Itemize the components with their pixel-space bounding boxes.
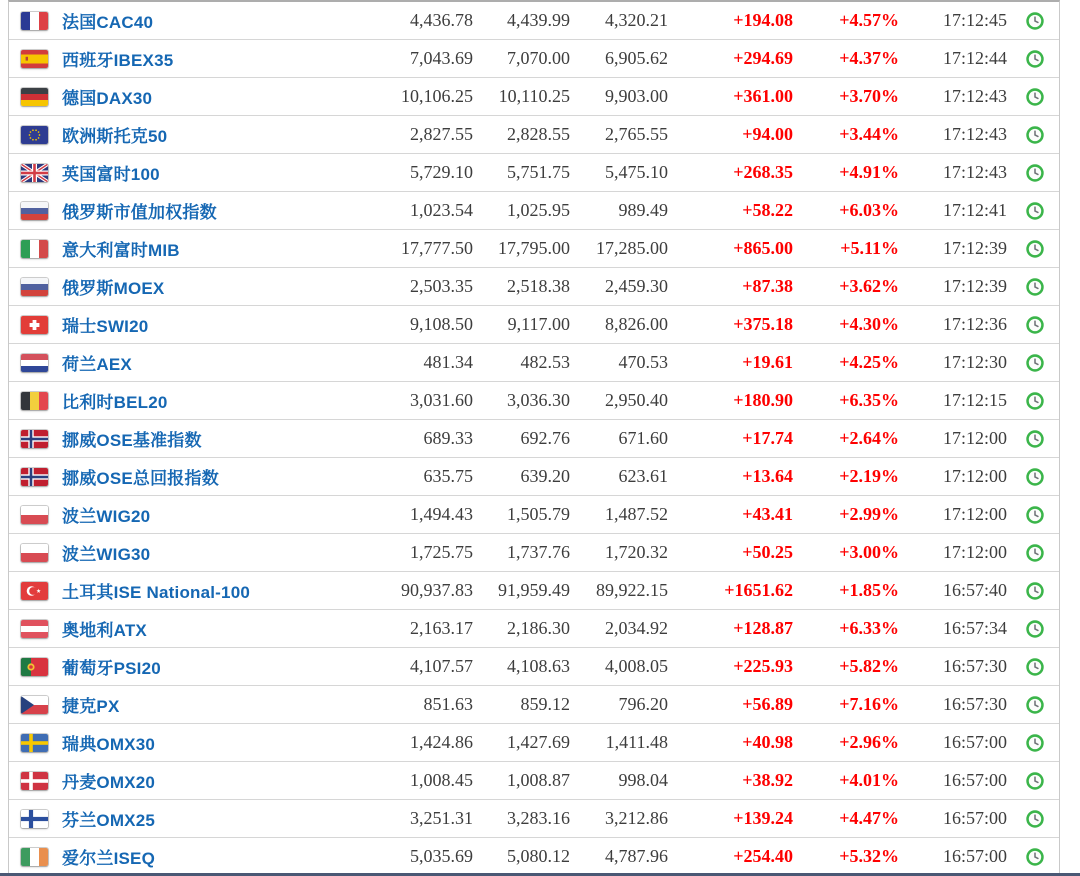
index-name-link[interactable]: 奥地利ATX xyxy=(62,621,147,640)
change-value: +268.35 xyxy=(733,162,793,182)
last-price: 4,107.57 xyxy=(410,656,473,676)
index-cell xyxy=(9,730,373,755)
low-price: 4,320.21 xyxy=(605,10,668,30)
netherlands-flag-icon xyxy=(21,354,48,372)
high-price: 2,828.55 xyxy=(507,124,570,144)
index-row[interactable] xyxy=(9,724,1059,762)
update-time: 16:57:00 xyxy=(942,808,1007,828)
status-cell xyxy=(1011,771,1059,791)
low-price: 6,905.62 xyxy=(605,48,668,68)
change-value: +19.61 xyxy=(742,352,793,372)
change-value: +361.00 xyxy=(733,86,793,106)
high-price: 639.20 xyxy=(520,466,570,486)
change-value: +58.22 xyxy=(742,200,793,220)
low-price: 470.53 xyxy=(618,352,668,372)
high-price: 482.53 xyxy=(520,352,570,372)
index-row[interactable] xyxy=(9,382,1059,420)
update-time: 17:12:30 xyxy=(942,352,1007,372)
index-row[interactable] xyxy=(9,648,1059,686)
index-cell xyxy=(9,236,373,261)
change-percent: +6.33% xyxy=(839,618,899,638)
change-value: +128.87 xyxy=(733,618,793,638)
change-percent: +4.37% xyxy=(839,48,899,68)
low-price: 796.20 xyxy=(618,694,668,714)
update-time: 16:57:30 xyxy=(942,656,1007,676)
last-price: 1,008.45 xyxy=(410,770,473,790)
last-price: 10,106.25 xyxy=(401,86,473,106)
index-name-link[interactable]: 芬兰OMX25 xyxy=(62,811,156,830)
index-name-link[interactable]: 欧洲斯托克50 xyxy=(62,127,168,146)
change-value: +375.18 xyxy=(733,314,793,334)
status-cell xyxy=(1011,657,1059,677)
delayed-clock-icon xyxy=(1025,657,1045,677)
delayed-clock-icon xyxy=(1025,809,1045,829)
index-row[interactable] xyxy=(9,420,1059,458)
index-cell xyxy=(9,8,373,33)
high-price: 9,117.00 xyxy=(507,314,570,334)
last-price: 3,031.60 xyxy=(410,390,473,410)
index-cell xyxy=(9,426,373,451)
update-time: 17:12:00 xyxy=(942,542,1007,562)
belgium-flag-icon xyxy=(21,392,48,410)
update-time: 17:12:36 xyxy=(942,314,1007,334)
delayed-clock-icon xyxy=(1025,49,1045,69)
change-percent: +5.32% xyxy=(839,846,899,866)
france-flag-icon xyxy=(21,12,48,30)
change-value: +180.90 xyxy=(733,390,793,410)
index-row[interactable] xyxy=(9,230,1059,268)
update-time: 17:12:43 xyxy=(942,86,1007,106)
index-row[interactable] xyxy=(9,496,1059,534)
high-price: 4,439.99 xyxy=(507,10,570,30)
last-price: 1,424.86 xyxy=(410,732,473,752)
high-price: 3,283.16 xyxy=(507,808,570,828)
index-row[interactable] xyxy=(9,344,1059,382)
status-cell xyxy=(1011,847,1059,867)
status-cell xyxy=(1011,11,1059,31)
low-price: 89,922.15 xyxy=(596,580,668,600)
index-name-link[interactable]: 波兰WIG30 xyxy=(62,545,151,564)
change-percent: +5.11% xyxy=(840,238,899,258)
high-price: 1,008.87 xyxy=(507,770,570,790)
last-price: 5,729.10 xyxy=(410,162,473,182)
index-name-link[interactable]: 捷克PX xyxy=(62,697,120,716)
change-value: +13.64 xyxy=(742,466,793,486)
change-value: +254.40 xyxy=(733,846,793,866)
change-value: +294.69 xyxy=(733,48,793,68)
index-cell xyxy=(9,768,373,793)
eu-flag-icon xyxy=(21,126,48,144)
status-cell xyxy=(1011,467,1059,487)
russia-flag-icon xyxy=(21,202,48,220)
update-time: 16:57:00 xyxy=(942,732,1007,752)
index-row[interactable] xyxy=(9,800,1059,838)
delayed-clock-icon xyxy=(1025,771,1045,791)
update-time: 17:12:43 xyxy=(942,162,1007,182)
high-price: 1,025.95 xyxy=(507,200,570,220)
status-cell xyxy=(1011,163,1059,183)
high-price: 3,036.30 xyxy=(507,390,570,410)
status-cell xyxy=(1011,809,1059,829)
index-row[interactable] xyxy=(9,40,1059,78)
change-value: +1651.62 xyxy=(724,580,793,600)
high-price: 2,186.30 xyxy=(507,618,570,638)
index-row[interactable] xyxy=(9,458,1059,496)
change-percent: +2.96% xyxy=(839,732,899,752)
index-cell xyxy=(9,692,373,717)
status-cell xyxy=(1011,315,1059,335)
high-price: 4,108.63 xyxy=(507,656,570,676)
delayed-clock-icon xyxy=(1025,733,1045,753)
change-percent: +2.99% xyxy=(839,504,899,524)
change-percent: +4.25% xyxy=(839,352,899,372)
change-percent: +3.44% xyxy=(839,124,899,144)
low-price: 2,034.92 xyxy=(605,618,668,638)
update-time: 17:12:39 xyxy=(942,238,1007,258)
delayed-clock-icon xyxy=(1025,505,1045,525)
delayed-clock-icon xyxy=(1025,847,1045,867)
index-row[interactable] xyxy=(9,762,1059,800)
high-price: 692.76 xyxy=(520,428,570,448)
high-price: 10,110.25 xyxy=(498,86,570,106)
high-price: 1,737.76 xyxy=(507,542,570,562)
index-row[interactable] xyxy=(9,610,1059,648)
index-row[interactable] xyxy=(9,534,1059,572)
change-value: +38.92 xyxy=(742,770,793,790)
index-name-link[interactable]: 土耳其ISE National-100 xyxy=(62,583,251,602)
last-price: 1,494.43 xyxy=(410,504,473,524)
indices-quote-table xyxy=(8,0,1060,876)
status-cell xyxy=(1011,353,1059,373)
delayed-clock-icon xyxy=(1025,163,1045,183)
change-value: +194.08 xyxy=(733,10,793,30)
last-price: 635.75 xyxy=(423,466,473,486)
last-price: 9,108.50 xyxy=(410,314,473,334)
index-cell xyxy=(9,198,373,223)
index-name-link[interactable]: 爱尔兰ISEQ xyxy=(62,849,156,868)
last-price: 17,777.50 xyxy=(401,238,473,258)
index-name-link[interactable]: 瑞士SWI20 xyxy=(62,317,149,336)
last-price: 2,503.35 xyxy=(410,276,473,296)
change-value: +139.24 xyxy=(733,808,793,828)
low-price: 4,008.05 xyxy=(605,656,668,676)
index-cell xyxy=(9,122,373,147)
low-price: 1,487.52 xyxy=(605,504,668,524)
low-price: 8,826.00 xyxy=(605,314,668,334)
high-price: 1,427.69 xyxy=(507,732,570,752)
index-row[interactable] xyxy=(9,116,1059,154)
index-cell xyxy=(9,502,373,527)
change-percent: +3.70% xyxy=(839,86,899,106)
low-price: 2,765.55 xyxy=(605,124,668,144)
index-cell xyxy=(9,654,373,679)
change-value: +17.74 xyxy=(742,428,793,448)
status-cell xyxy=(1011,391,1059,411)
change-value: +56.89 xyxy=(742,694,793,714)
delayed-clock-icon xyxy=(1025,277,1045,297)
change-percent: +6.03% xyxy=(839,200,899,220)
change-percent: +6.35% xyxy=(839,390,899,410)
update-time: 16:57:00 xyxy=(942,846,1007,866)
update-time: 17:12:00 xyxy=(942,466,1007,486)
change-percent: +2.64% xyxy=(839,428,899,448)
delayed-clock-icon xyxy=(1025,619,1045,639)
delayed-clock-icon xyxy=(1025,87,1045,107)
update-time: 17:12:43 xyxy=(942,124,1007,144)
change-percent: +4.91% xyxy=(839,162,899,182)
update-time: 16:57:40 xyxy=(942,580,1007,600)
index-cell xyxy=(9,84,373,109)
index-row[interactable] xyxy=(9,192,1059,230)
update-time: 17:12:44 xyxy=(942,48,1007,68)
status-cell xyxy=(1011,429,1059,449)
index-cell xyxy=(9,274,373,299)
high-price: 7,070.00 xyxy=(507,48,570,68)
switzerland-flag-icon xyxy=(21,316,48,334)
index-row[interactable] xyxy=(9,686,1059,724)
index-row[interactable] xyxy=(9,78,1059,116)
update-time: 17:12:00 xyxy=(942,428,1007,448)
last-price: 689.33 xyxy=(423,428,473,448)
high-price: 17,795.00 xyxy=(498,238,570,258)
norway-flag-icon xyxy=(21,430,48,448)
index-name-link[interactable]: 荷兰AEX xyxy=(62,355,132,374)
update-time: 16:57:34 xyxy=(942,618,1007,638)
status-cell xyxy=(1011,239,1059,259)
index-cell xyxy=(9,616,373,641)
low-price: 998.04 xyxy=(618,770,668,790)
last-price: 481.34 xyxy=(423,352,473,372)
last-price: 7,043.69 xyxy=(410,48,473,68)
index-name-link[interactable]: 挪威OSE总回报指数 xyxy=(62,469,219,488)
update-time: 17:12:41 xyxy=(942,200,1007,220)
low-price: 17,285.00 xyxy=(596,238,668,258)
index-cell xyxy=(9,312,373,337)
change-value: +865.00 xyxy=(733,238,793,258)
low-price: 1,411.48 xyxy=(605,732,668,752)
status-cell xyxy=(1011,49,1059,69)
czech-flag-icon xyxy=(21,696,48,714)
italy-flag-icon xyxy=(21,240,48,258)
norway-flag-icon xyxy=(21,468,48,486)
change-value: +94.00 xyxy=(742,124,793,144)
index-cell xyxy=(9,464,373,489)
status-cell xyxy=(1011,87,1059,107)
high-price: 91,959.49 xyxy=(498,580,570,600)
status-cell xyxy=(1011,201,1059,221)
high-price: 1,505.79 xyxy=(507,504,570,524)
index-name-link[interactable]: 葡萄牙PSI20 xyxy=(62,659,161,678)
change-percent: +2.19% xyxy=(839,466,899,486)
low-price: 2,950.40 xyxy=(605,390,668,410)
denmark-flag-icon xyxy=(21,772,48,790)
index-name-link[interactable]: 俄罗斯市值加权指数 xyxy=(62,203,217,222)
change-percent: +4.47% xyxy=(839,808,899,828)
index-name-link[interactable]: 瑞典OMX30 xyxy=(62,735,156,754)
change-value: +43.41 xyxy=(742,504,793,524)
uk-flag-icon xyxy=(21,164,48,182)
index-name-link[interactable]: 丹麦OMX20 xyxy=(62,773,156,792)
delayed-clock-icon xyxy=(1025,695,1045,715)
index-name-link[interactable]: 法国CAC40 xyxy=(62,13,154,32)
last-price: 851.63 xyxy=(423,694,473,714)
change-value: +225.93 xyxy=(733,656,793,676)
index-row[interactable] xyxy=(9,306,1059,344)
change-percent: +5.82% xyxy=(839,656,899,676)
delayed-clock-icon xyxy=(1025,429,1045,449)
index-name-link[interactable]: 挪威OSE基准指数 xyxy=(62,431,202,450)
index-row[interactable] xyxy=(9,154,1059,192)
change-value: +87.38 xyxy=(742,276,793,296)
low-price: 671.60 xyxy=(618,428,668,448)
index-name-link[interactable]: 英国富时100 xyxy=(62,165,160,184)
low-price: 1,720.32 xyxy=(605,542,668,562)
high-price: 5,751.75 xyxy=(507,162,570,182)
delayed-clock-icon xyxy=(1025,467,1045,487)
last-price: 1,023.54 xyxy=(410,200,473,220)
delayed-clock-icon xyxy=(1025,543,1045,563)
change-percent: +4.57% xyxy=(839,10,899,30)
russia-flag-icon xyxy=(21,278,48,296)
index-row[interactable] xyxy=(9,572,1059,610)
high-price: 859.12 xyxy=(520,694,570,714)
status-cell xyxy=(1011,619,1059,639)
update-time: 17:12:39 xyxy=(942,276,1007,296)
change-value: +40.98 xyxy=(742,732,793,752)
change-percent: +4.01% xyxy=(839,770,899,790)
status-cell xyxy=(1011,543,1059,563)
status-cell xyxy=(1011,505,1059,525)
change-percent: +7.16% xyxy=(839,694,899,714)
low-price: 2,459.30 xyxy=(605,276,668,296)
last-price: 4,436.78 xyxy=(410,10,473,30)
change-percent: +1.85% xyxy=(839,580,899,600)
low-price: 4,787.96 xyxy=(605,846,668,866)
delayed-clock-icon xyxy=(1025,353,1045,373)
last-price: 1,725.75 xyxy=(410,542,473,562)
delayed-clock-icon xyxy=(1025,11,1045,31)
poland-flag-icon xyxy=(21,544,48,562)
low-price: 989.49 xyxy=(618,200,668,220)
change-value: +50.25 xyxy=(742,542,793,562)
status-cell xyxy=(1011,581,1059,601)
last-price: 90,937.83 xyxy=(401,580,473,600)
germany-flag-icon xyxy=(21,88,48,106)
high-price: 5,080.12 xyxy=(507,846,570,866)
low-price: 623.61 xyxy=(618,466,668,486)
update-time: 17:12:00 xyxy=(942,504,1007,524)
portugal-flag-icon xyxy=(21,658,48,676)
poland-flag-icon xyxy=(21,506,48,524)
change-percent: +3.62% xyxy=(839,276,899,296)
delayed-clock-icon xyxy=(1025,581,1045,601)
index-cell xyxy=(9,578,373,603)
last-price: 2,827.55 xyxy=(410,124,473,144)
index-cell xyxy=(9,350,373,375)
index-cell xyxy=(9,844,373,869)
sweden-flag-icon xyxy=(21,734,48,752)
index-cell xyxy=(9,160,373,185)
update-time: 17:12:45 xyxy=(942,10,1007,30)
index-cell xyxy=(9,388,373,413)
spain-flag-icon xyxy=(21,50,48,68)
status-cell xyxy=(1011,125,1059,145)
delayed-clock-icon xyxy=(1025,125,1045,145)
last-price: 2,163.17 xyxy=(410,618,473,638)
update-time: 16:57:00 xyxy=(942,770,1007,790)
index-cell xyxy=(9,540,373,565)
low-price: 9,903.00 xyxy=(605,86,668,106)
index-name-link[interactable]: 波兰WIG20 xyxy=(62,507,151,526)
change-percent: +4.30% xyxy=(839,314,899,334)
change-percent: +3.00% xyxy=(839,542,899,562)
update-time: 17:12:15 xyxy=(942,390,1007,410)
delayed-clock-icon xyxy=(1025,315,1045,335)
high-price: 2,518.38 xyxy=(507,276,570,296)
low-price: 3,212.86 xyxy=(605,808,668,828)
finland-flag-icon xyxy=(21,810,48,828)
delayed-clock-icon xyxy=(1025,201,1045,221)
delayed-clock-icon xyxy=(1025,391,1045,411)
status-cell xyxy=(1011,695,1059,715)
austria-flag-icon xyxy=(21,620,48,638)
update-time: 16:57:30 xyxy=(942,694,1007,714)
index-cell xyxy=(9,806,373,831)
index-row[interactable] xyxy=(9,268,1059,306)
last-price: 5,035.69 xyxy=(410,846,473,866)
index-cell xyxy=(9,46,373,71)
index-name-link[interactable]: 西班牙IBEX35 xyxy=(62,51,174,70)
status-cell xyxy=(1011,733,1059,753)
index-name-link[interactable]: 比利时BEL20 xyxy=(62,393,168,412)
delayed-clock-icon xyxy=(1025,239,1045,259)
index-row[interactable] xyxy=(9,838,1059,876)
turkey-flag-icon xyxy=(21,582,48,600)
status-cell xyxy=(1011,277,1059,297)
low-price: 5,475.10 xyxy=(605,162,668,182)
last-price: 3,251.31 xyxy=(410,808,473,828)
index-name-link[interactable]: 俄罗斯MOEX xyxy=(62,279,165,298)
index-name-link[interactable]: 德国DAX30 xyxy=(62,89,153,108)
index-row[interactable] xyxy=(9,2,1059,40)
ireland-flag-icon xyxy=(21,848,48,866)
index-name-link[interactable]: 意大利富时MIB xyxy=(62,241,180,260)
